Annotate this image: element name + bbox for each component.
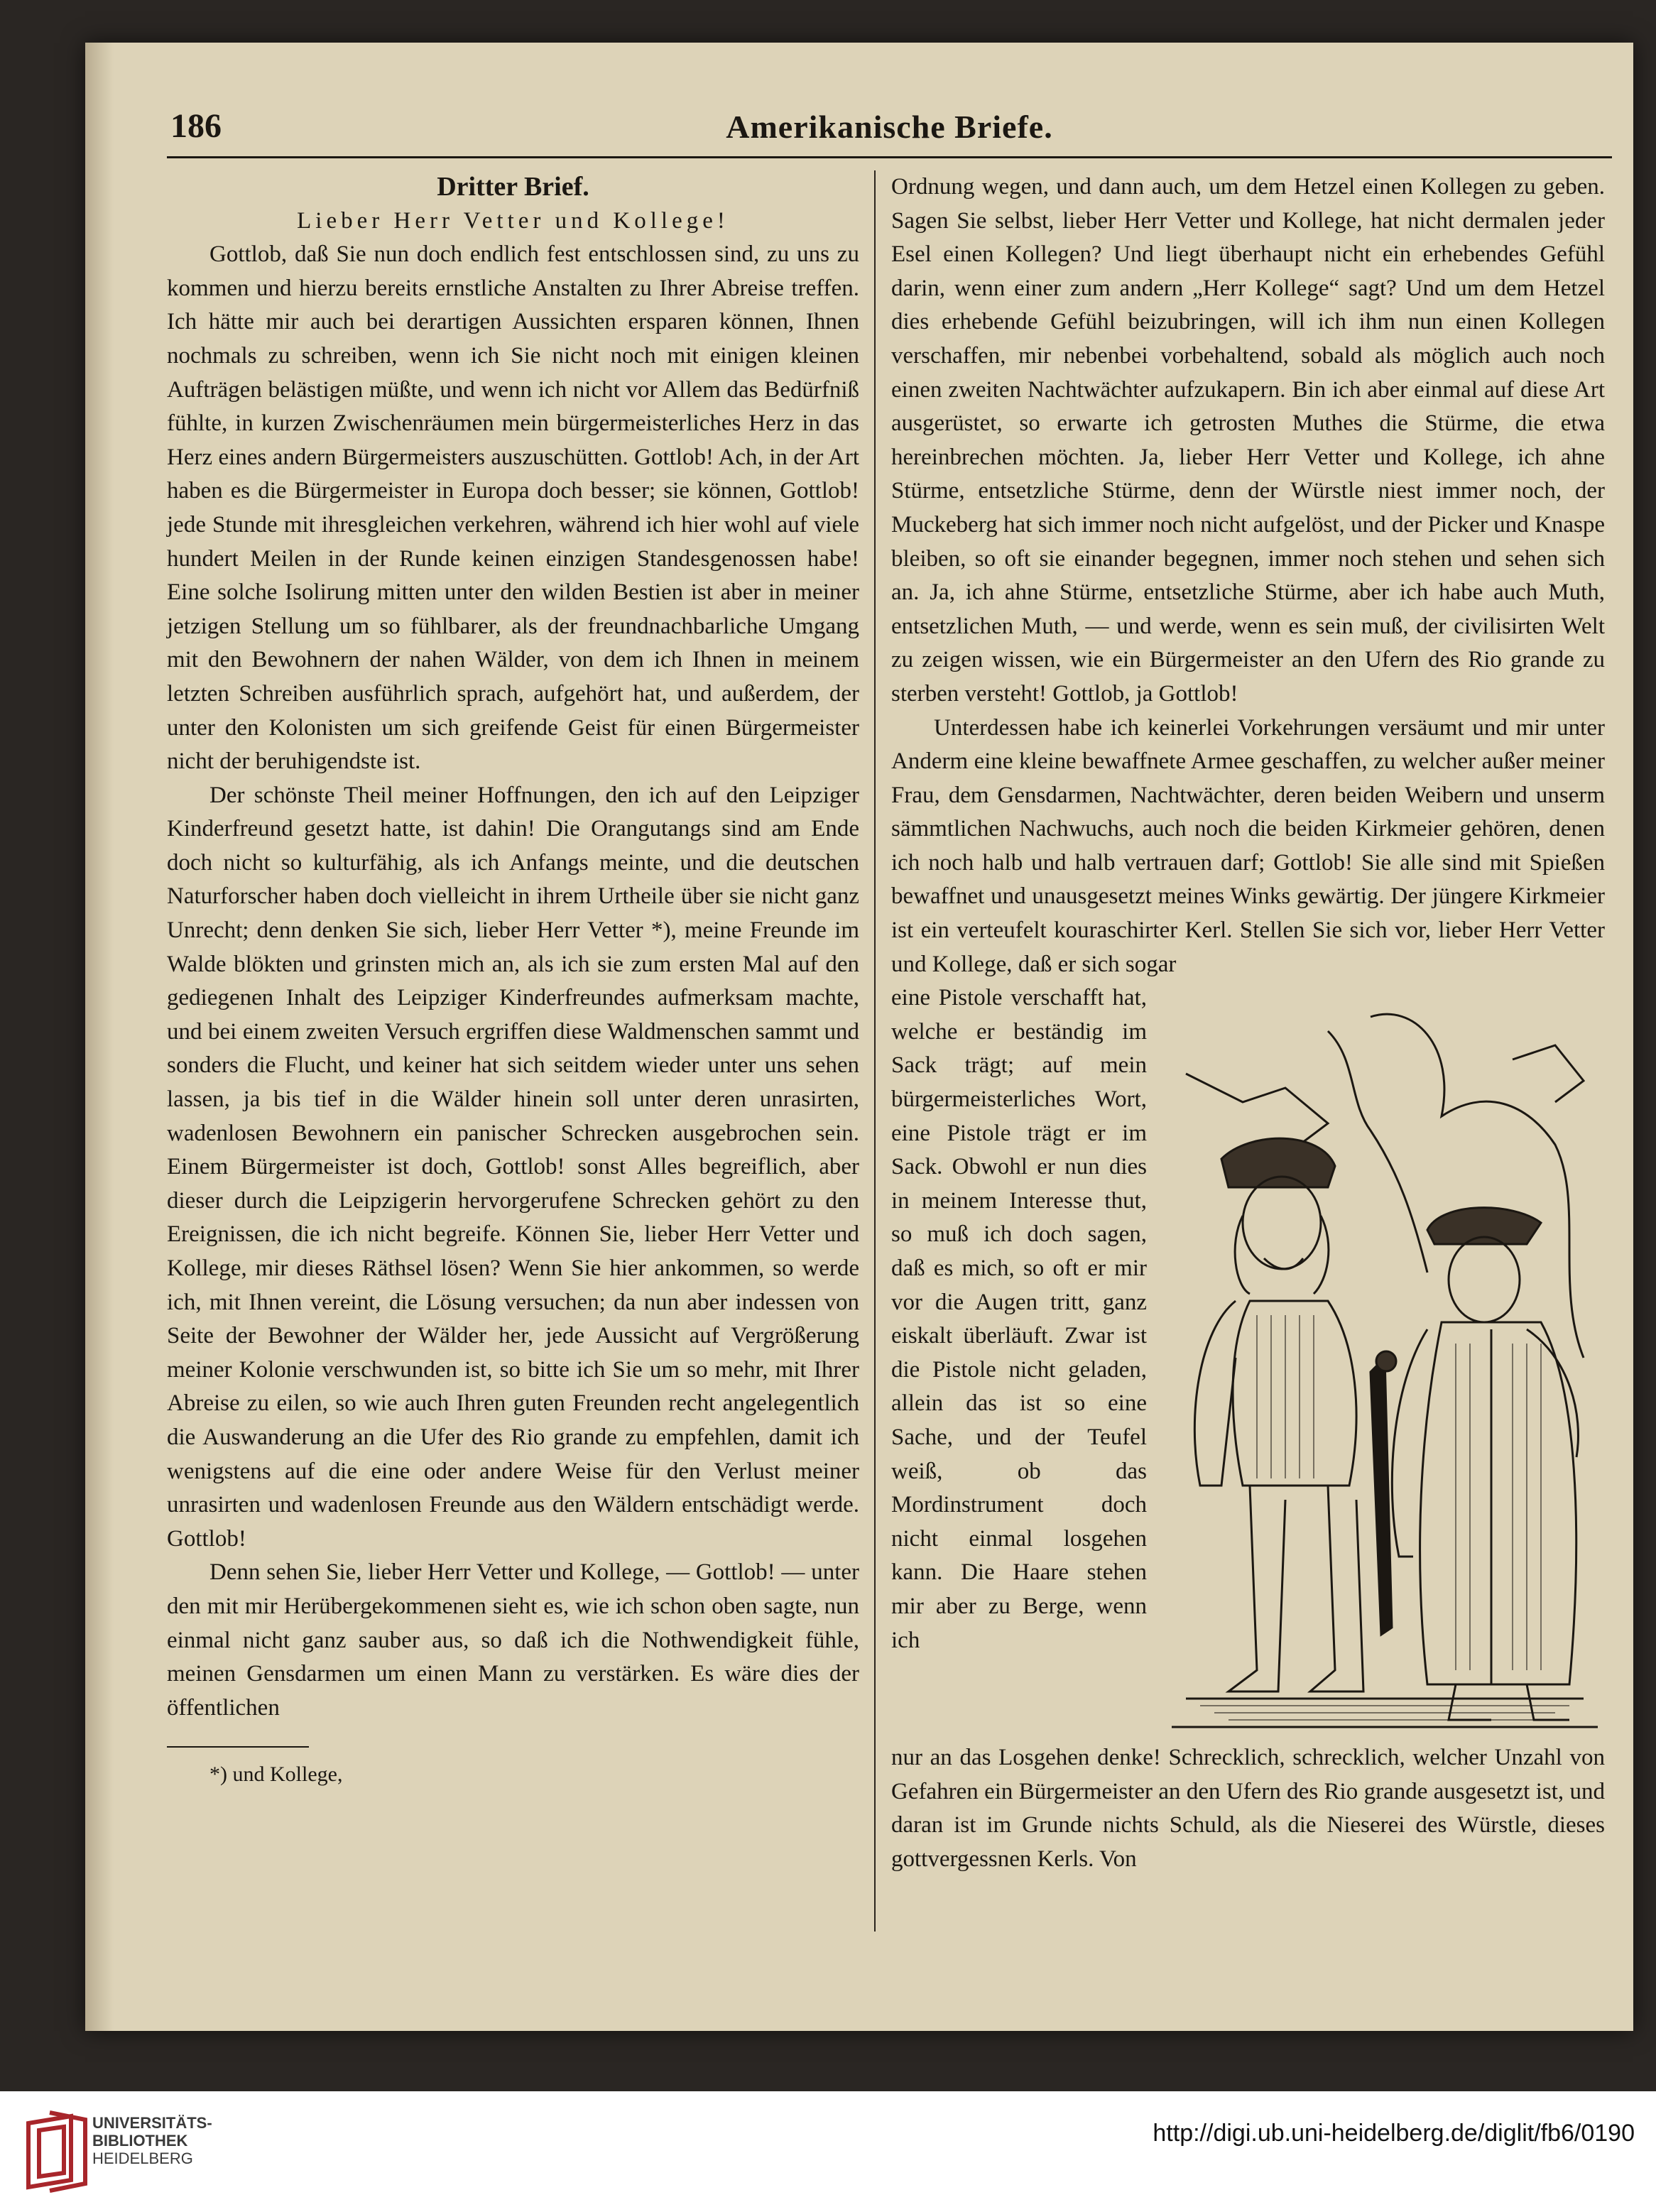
page-header	[167, 107, 1612, 158]
page-number: 186	[170, 107, 222, 145]
letter-title: Dritter Brief.	[437, 172, 589, 202]
letter-salutation: Lieber Herr Vetter und Kollege!	[297, 207, 729, 234]
page-edge-shadow	[85, 43, 114, 2031]
university-library-logo-icon	[21, 2109, 92, 2194]
paragraph: Ordnung wegen, und dann auch, um dem Hetzel einen Kollegen zu geben. Sagen Sie selbst, lieber Herr Vetter und Kollege, hat nicht dermalen jeder Esel einen Kollegen? Und liegt überhaupt nicht ein erhebendes Gefühl darin, wenn einer zum andern „Herr Kollege“ sagt? Und um dem Hetzel dies erhebende Gefühl beizubringen, will ich ihm nun einen Kollegen verschaffen, mir nebenbei vorbehaltend, sobald als möglich auch noch einen zweiten Nachtwächter aufzukapern. Bin ich aber einmal auf diese Art ausgerüstet, so erwarte ich getrosten Muthes die Stürme, die etwa hereinbrechen möchten. Ja, lieber Herr Vetter und Kollege, ich ahne Stürme, entsetzliche Stürme, denn der Würstle niest immer noch, der Muckeberg hat sich immer noch nicht aufgelöst, und der Picker und Knaspe bleiben, so oft sie einander begegnen, immer noch stehen und sehen sich an. Ja, ich ahne Stürme, entsetzliche Stürme, aber ich habe auch Muth, entsetzlichen Muth, — und werde, wenn es sein muß, der civilisirten Welt zu zeigen wissen, wie ein Bürgermeister an den Ufern des Rio grande zu sterben versteht! Gottlob, ja Gottlob!	[891, 174, 1605, 707]
paragraph: Denn sehen Sie, lieber Herr Vetter und Kollege, — Gottlob! — unter den mit mir Herübergekommenen sieht es, wie ich schon oben sagte, nun einmal nicht ganz sauber aus, so daß ich die Nothwendigkeit fühle, meinen Gensdarmen um einen Mann zu verstärken. Es wäre dies der öffentlichen	[167, 1559, 859, 1721]
footnote: *) und Kollege,	[209, 1762, 343, 1787]
woodcut-illustration	[1157, 988, 1605, 1741]
library-name-line: BIBLIOTHEK	[92, 2132, 188, 2150]
column-divider	[874, 170, 876, 1932]
library-name-line: HEIDELBERG	[92, 2150, 193, 2167]
paragraph: nur an das Losgehen denke! Schrecklich, schrecklich, welcher Unzahl von Gefahren ein Bürgermeister an den Ufern des Rio grande ausgesetzt ist, und daran ist im Grunde nichts Schuld, als die Nieserei des Würstle, dieses gottvergessnen Kerls. Von	[891, 1745, 1605, 1873]
right-column	[891, 170, 1605, 1877]
left-column	[167, 170, 859, 1792]
paragraph: Unterdessen habe ich keinerlei Vorkehrungen versäumt und mir unter Anderm eine kleine bewaffnete Armee geschaffen, zu welcher außer meiner Frau, dem Gensdarmen, Nachtwächter, deren beiden Weibern und unserm sämmtlichen Nachwuchs, auch noch die beiden Kirkmeier gehören, denen ich noch halb und halb vertrauen darf; Gottlob! Sie alle sind mit Spießen bewaffnet und unausgesetzt meines Winks gewärtig. Der jüngere Kirkmeier ist ein verteufelt kouraschirter Kerl. Stellen Sie sich vor, lieber Herr Vetter und Kollege, daß er sich sogar	[891, 714, 1605, 977]
two-men-illustration-icon	[1157, 988, 1605, 1741]
footnote-rule	[167, 1746, 309, 1748]
document-page	[149, 78, 1612, 1988]
digitization-footer	[0, 2091, 1656, 2212]
running-title: Amerikanische Briefe.	[726, 109, 1053, 145]
wrapped-paragraph: eine Pistole verschafft hat, welche er beständig im Sack trägt; auf mein bürgermeisterliches Wort, eine Pistole trägt er im Sack. Obwohl er nun dies in meinem Interesse thut, so muß ich doch sagen, daß es mich, so oft er mir vor die Augen tritt, ganz eiskalt überläuft. Zwar ist die Pistole nicht geladen, allein das ist so eine Sache, und der Teufel weiß, ob das Mordinstrument doch nicht einmal losgehen kann. Die Haare stehen mir aber zu Berge, wenn ich	[891, 985, 1147, 1653]
paragraph: Gottlob, daß Sie nun doch endlich fest entschlossen sind, zu uns zu kommen und hierzu bereits ernstliche Anstalten zu Ihrer Abreise treffen. Ich hätte mir auch bei derartigen Aussichten ersparen können, Ihnen nochmals zu schreiben, wenn ich Sie nicht noch mit einigen kleinen Aufträgen belästigen müßte, und wenn ich nicht vor Allem das Bedürfniß fühlte, in kurzen Zwischenräumen mein bürgermeisterliches Herz in das Herz eines andern Bürgermeisters auszuschütten. Gottlob! Ach, in der Art haben es die Bürgermeister in Europa doch besser; sie können, Gottlob! jede Stunde mit ihresgleichen verkehren, während ich hier wohl auf viele hundert Meilen in der Runde keinen einzigen Standesgenossen habe! Eine solche Isolirung mitten unter den wilden Bestien ist aber in meiner jetzigen Stellung um so fühlbarer, als der freundnachbarliche Umgang mit den Bewohnern der nahen Wälder, von dem ich Ihnen in meinem letzten Schreiben ausführlich sprach, aufgehört hat, und außerdem, der unter den Kolonisten um sich greifende Geist für einen Bürgermeister nicht der beruhigendste ist.	[167, 241, 859, 775]
source-url-link[interactable]: http://digi.ub.uni-heidelberg.de/diglit/fb6/0190	[1153, 2120, 1635, 2147]
library-name-line: UNIVERSITÄTS-	[92, 2114, 212, 2132]
paragraph: Der schönste Theil meiner Hoffnungen, den ich auf den Leipziger Kinderfreund gesetzt hatte, ist dahin! Die Orangutangs sind am Ende doch nicht so kulturfähig, als ich Anfangs meinte, und die deutschen Naturforscher haben doch vielleicht in ihrem Urtheile über sie nicht ganz Unrecht; denn denken Sie sich, lieber Herr Vetter *), meine Freunde im Walde blökten und grinsten mich an, als ich sie zum ersten Mal auf den gediegenen Inhalt des Leipziger Kinderfreundes aufmerksam machte, und bei einem zweiten Versuch ergriffen diese Waldmenschen sammt und sonders die Flucht, und keiner hat sich seitdem wieder unter uns sehen lassen, ja bis tief in die Wälder hinein soll unter deren unrasirten, wadenlosen Bewohnern ein panischer Schrecken ausgebrochen sein. Einem Bürgermeister ist doch, Gottlob! sonst Alles begreiflich, aber dieser durch die Leipzigerin hervorgerufene Schrecken gehört zu den Ereignissen, die ich nicht begreife. Können Sie, lieber Herr Vetter und Kollege, mir dieses Räthsel lösen? Wenn Sie hier ankommen, so werde ich, mit Ihnen vereint, die Lösung versuchen; da nun aber indessen von Seite der Bewohner der Wälder her, jede Aussicht auf Vergrößerung meiner Kolonie verschwunden ist, so bitte ich Sie um so mehr, mit Ihrer Abreise zu eilen, so wie auch Ihren guten Freunden recht angelegentlich die Auswanderung an die Ufer des Rio grande zu empfehlen, damit ich wenigstens auf die eine oder andere Weise für den Verlust meiner unrasirten und wadenlosen Freunde aus den Wäldern entschädigt werde. Gottlob!	[167, 782, 859, 1552]
library-name	[92, 2114, 212, 2167]
